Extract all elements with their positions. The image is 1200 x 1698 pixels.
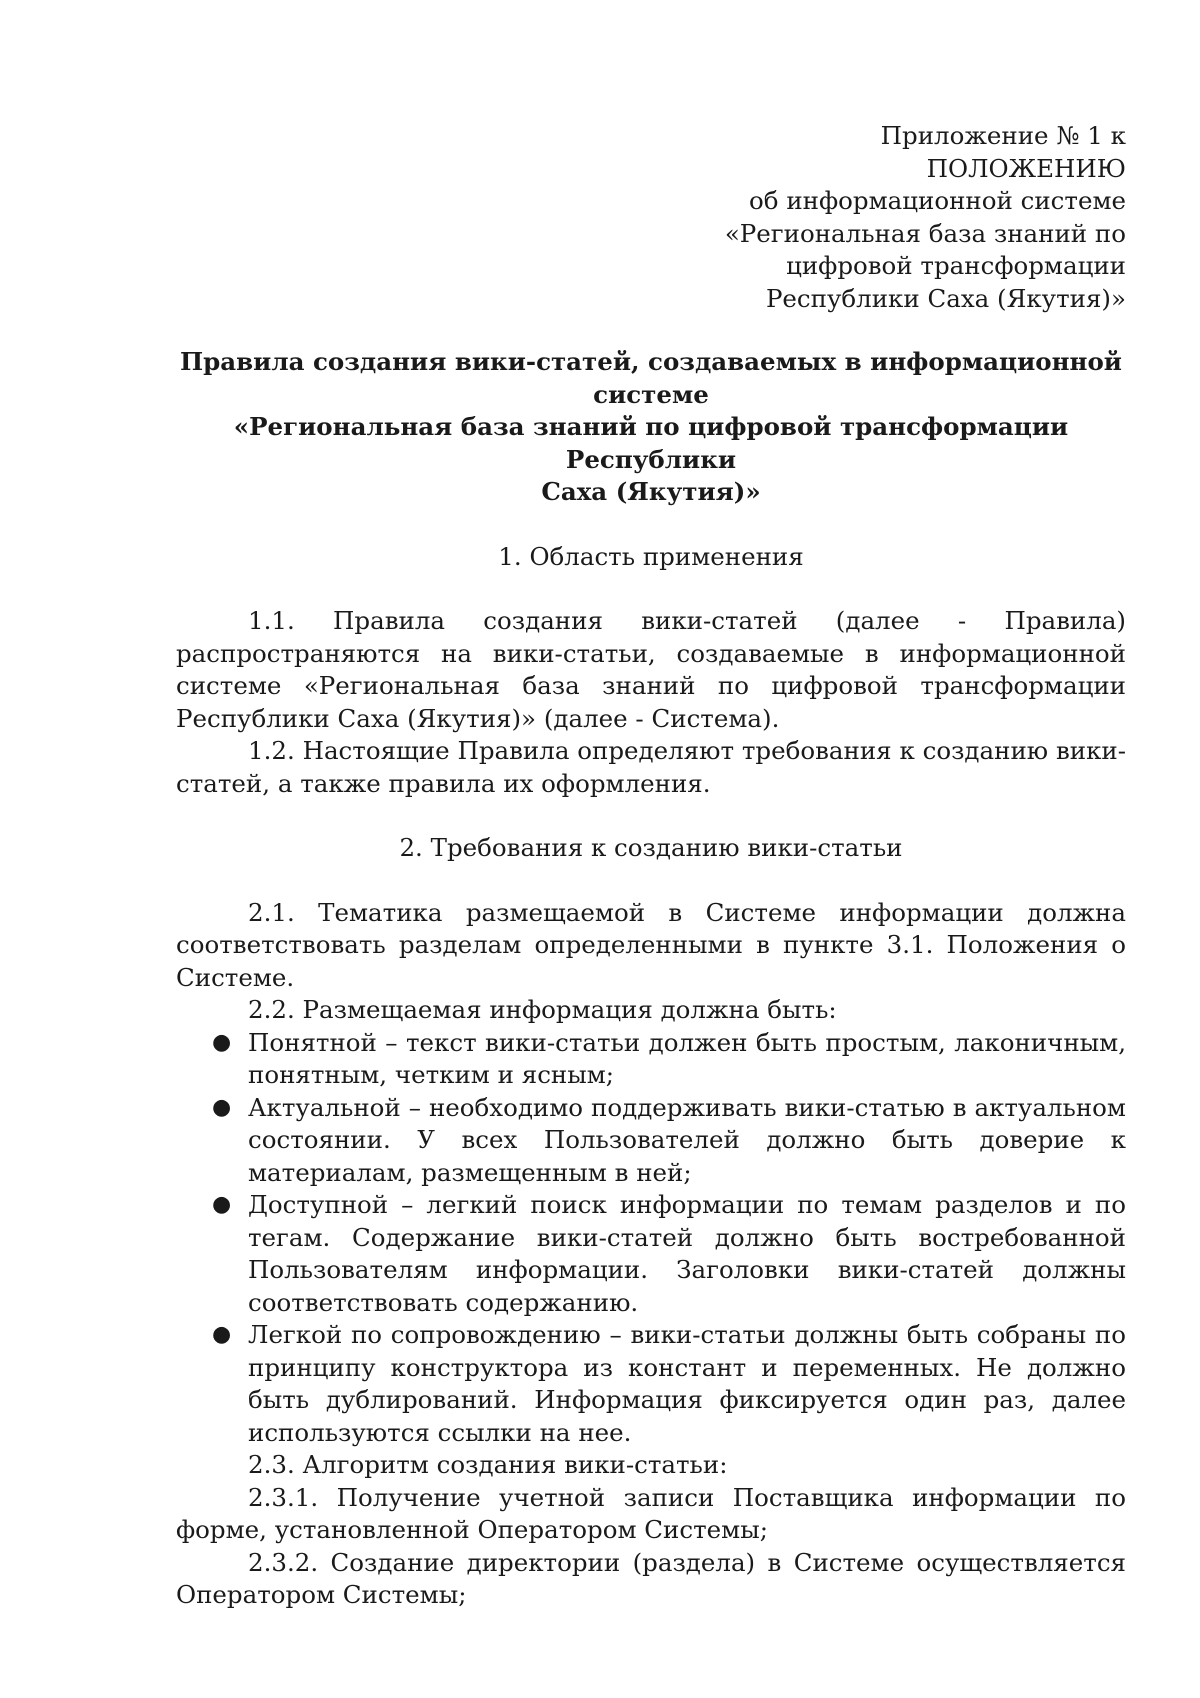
bullet-icon: ● [212, 1322, 232, 1347]
document-title [176, 346, 1126, 509]
list-item [176, 1189, 1126, 1319]
section-1-heading: 1. Область применения [498, 541, 804, 571]
appendix-line: об информационной системе [749, 186, 1126, 215]
bullet-icon: ● [212, 1192, 232, 1217]
paragraph-2-1: 2.1. Тематика размещаемой в Системе информации должна соответствовать разделам определенными в пункте 3.1. Положения о Системе. [176, 897, 1126, 992]
paragraph-2-2: 2.2. Размещаемая информация должна быть: [248, 995, 837, 1024]
section-2-heading: 2. Требования к созданию вики-статьи [399, 833, 903, 862]
list-item [176, 1319, 1126, 1449]
document-page [176, 120, 1126, 1612]
paragraph-2-3-1: 2.3.1. Получение учетной записи Поставщика информации по форме, установленной Оператором Системы; [176, 1482, 1126, 1544]
bullet-icon: ● [212, 1029, 232, 1055]
paragraph-1-1: 1.1. Правила создания вики-статей (далее - Правила) распространяются на вики-статьи, создаваемые в информационной системе «Региональная база знаний по цифровой трансформации Республики Саха (Якутия)» (далее - Система). [176, 606, 1126, 733]
requirements-list [176, 1027, 1126, 1450]
paragraph-2-3: 2.3. Алгоритм создания вики-статьи: [248, 1450, 728, 1479]
bullet-icon: ● [212, 1094, 232, 1120]
appendix-line: Республики Саха (Якутия)» [765, 283, 1126, 313]
appendix-block [176, 120, 1126, 315]
paragraph-1-2: 1.2. Настоящие Правила определяют требования к созданию вики-статей, а также правила их оформления. [176, 736, 1126, 798]
appendix-line: ПОЛОЖЕНИЮ [926, 153, 1126, 183]
appendix-line: «Региональная база знаний по [724, 218, 1126, 248]
paragraph-2-3-2: 2.3.2. Создание директории (раздела) в Системе осуществляется Оператором Системы; [176, 1547, 1126, 1609]
list-item-text: Доступной – легкий поиск информации по темам разделов и по тегам. Содержание вики-статей должно быть востребованной Пользователям информации. Заголовки вики-статей должны соответствовать содержанию. [248, 1190, 1126, 1317]
list-item-text: Понятной – текст вики-статьи должен быть простым, лаконичным, понятным, четким и ясным; [248, 1027, 1126, 1089]
list-item-text: Легкой по сопровождению – вики-статьи должны быть собраны по принципу конструктора из констант и переменных. Не должно быть дублирований. Информация фиксируется один раз, далее используются ссылки на нее. [248, 1320, 1126, 1447]
title-line: Саха (Якутия)» [541, 477, 761, 506]
list-item [176, 1027, 1126, 1092]
appendix-line: Приложение № 1 к [880, 121, 1126, 150]
title-line: Правила создания вики-статей, создаваемых в информационной системе [180, 347, 1122, 409]
appendix-line: цифровой трансформации [786, 251, 1126, 280]
list-item [176, 1092, 1126, 1190]
title-line: «Региональная база знаний по цифровой трансформации Республики [233, 412, 1069, 474]
list-item-text: Актуальной – необходимо поддерживать вики-статью в актуальном состоянии. У всех Пользователей должно быть доверие к материалам, размещенным в ней; [248, 1092, 1126, 1187]
